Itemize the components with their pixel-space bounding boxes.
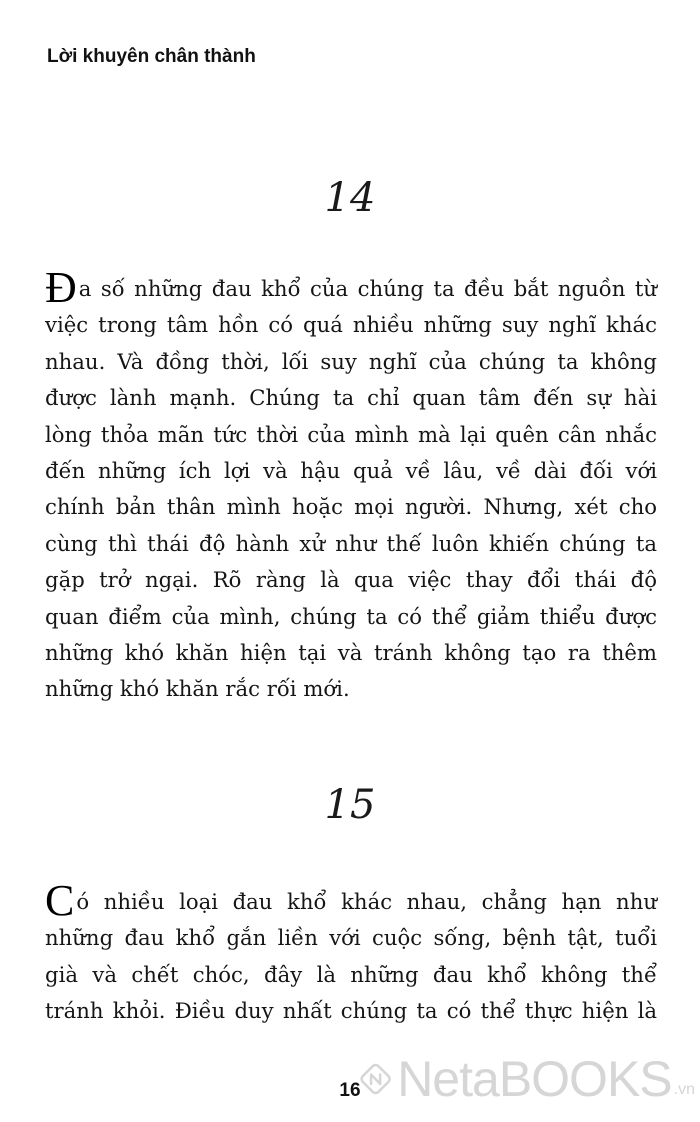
paragraph-line: việc trong tâm hồn có quá nhiều những suy nghĩ khác [45,312,657,338]
paragraph-section-14 [45,263,657,708]
paragraph-line: những khó khăn rắc rối mới. [45,676,350,702]
section-number-14: 14 [324,175,376,221]
watermark-brand: NetaBOOKS [397,1051,672,1107]
paragraph-line: những đau khổ gắn liền với cuộc sống, bệnh tật, tuổi [45,925,657,951]
watermark [360,1045,695,1113]
paragraph-line: gặp trở ngại. Rõ ràng là qua việc thay đổi thái độ [45,567,657,593]
section-number-15: 15 [324,782,376,828]
paragraph-line: Có nhiều loại đau khổ khác nhau, chẳng hạn như [45,876,657,925]
paragraph-line: cùng thì thái độ hành xử như thế luôn khiến chúng ta [45,530,657,556]
paragraph-line: tránh khỏi. Điều duy nhất chúng ta có thể thực hiện là [45,998,657,1024]
paragraph-line: quan điểm của mình, chúng ta có thể giảm thiểu được [45,603,657,629]
paragraph-line: những khó khăn hiện tại và tránh không tạo ra thêm [45,640,657,666]
page-number: 16 [339,1080,361,1101]
drop-cap: C [45,876,75,925]
paragraph-line: già và chết chóc, đây là những đau khổ không thể [45,961,657,987]
paragraph-line: được lành mạnh. Chúng ta chỉ quan tâm đến sự hài [45,385,657,411]
paragraph-line: chính bản thân mình hoặc mọi người. Nhưng, xét cho [45,494,657,520]
running-header: Lời khuyên chân thành [47,46,256,67]
paragraph-line: Đa số những đau khổ của chúng ta đều bắt nguồn từ [45,263,657,312]
paragraph-line: lòng thỏa mãn tức thời của mình mà lại quên cân nhắc [45,421,657,447]
drop-cap: Đ [45,263,77,312]
paragraph-line: đến những ích lợi và hậu quả về lâu, về dài đối với [45,458,657,484]
watermark-suffix: .vn [673,1081,695,1098]
paragraph-line: nhau. Và đồng thời, lối suy nghĩ của chúng ta không [45,348,657,374]
neta-n-logo-icon [360,1048,391,1110]
paragraph-section-15 [45,876,657,1030]
